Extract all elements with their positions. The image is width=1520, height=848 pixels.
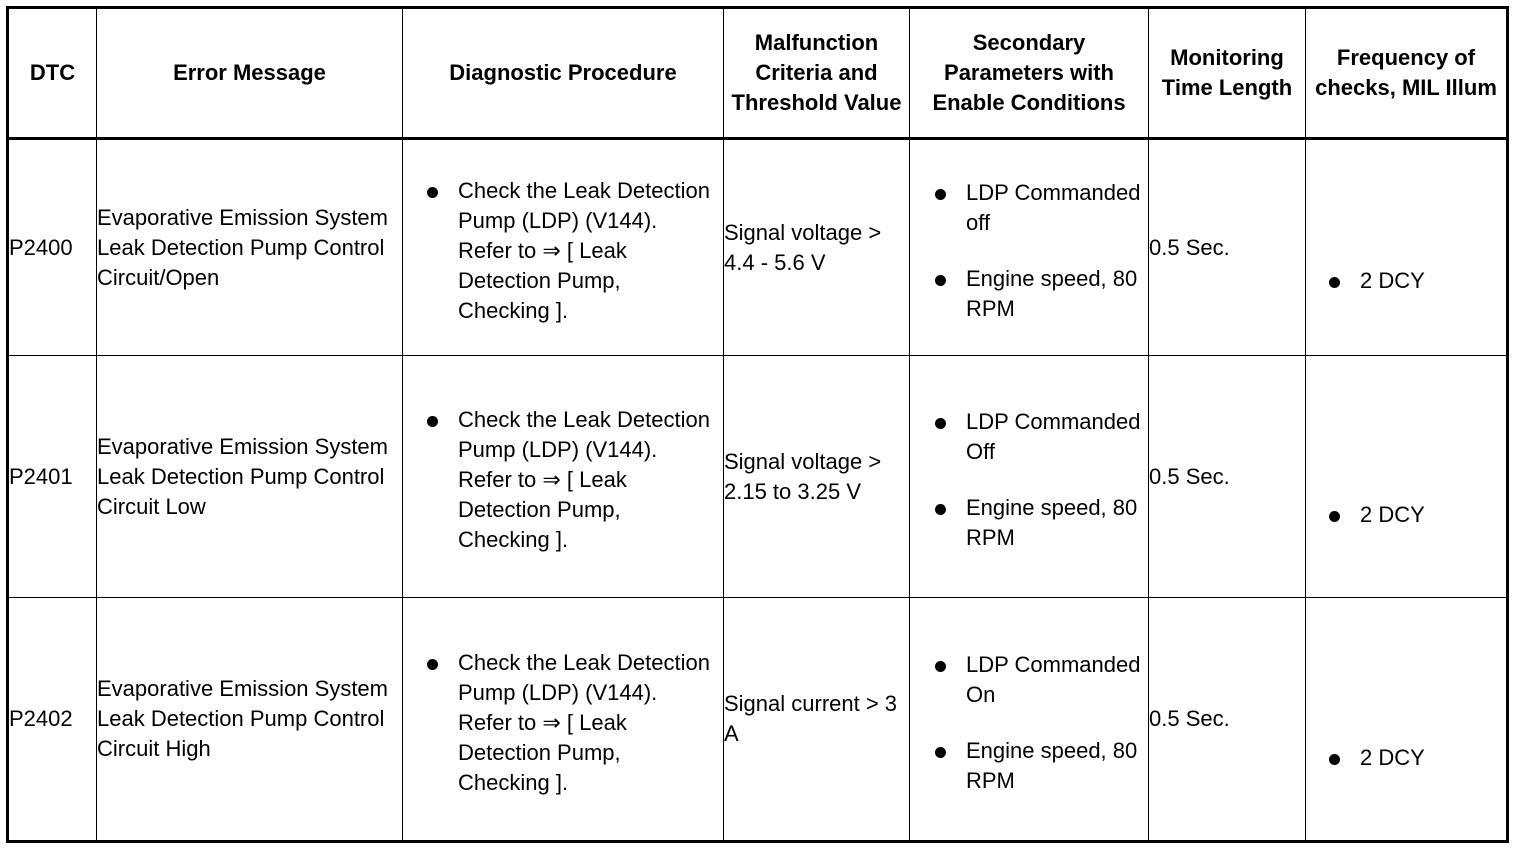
frequency-cell: [1306, 139, 1508, 356]
bullet-icon: [427, 416, 438, 427]
frequency-cell: [1306, 598, 1508, 842]
malfunction-criteria: Signal voltage > 4.4 - 5.6 V: [724, 139, 910, 356]
table-row: [8, 139, 1508, 356]
list-item: [966, 650, 1144, 710]
dtc-table: [6, 6, 1509, 843]
table-row: [8, 598, 1508, 842]
dtc-code: P2400: [8, 139, 97, 356]
bullet-icon: [427, 659, 438, 670]
bullet-icon: [935, 747, 946, 758]
header-dtc: DTC: [8, 8, 97, 139]
bullet-icon: [1329, 511, 1340, 522]
frequency-value: 2 DCY: [1360, 267, 1425, 293]
bullet-icon: [935, 275, 946, 286]
list-item: [966, 407, 1144, 467]
table-row: [8, 356, 1508, 598]
list-item: [458, 648, 715, 798]
secondary-parameter: LDP Commanded Off: [966, 409, 1141, 464]
header-malfunction-criteria: Malfunction Criteria and Threshold Value: [724, 8, 910, 139]
header-frequency: Frequency of checks, MIL Illum: [1306, 8, 1508, 139]
frequency-value: 2 DCY: [1360, 745, 1425, 770]
error-message: Evaporative Emission System Leak Detection Pump Control Circuit/Open: [97, 139, 403, 356]
dtc-code: P2402: [8, 598, 97, 842]
list-item: [1360, 500, 1502, 530]
list-item: [966, 264, 1144, 324]
list-item: [1360, 266, 1502, 296]
procedure-text: Check the Leak Detection Pump (LDP) (V144). Refer to ⇒ [ Leak Detection Pump, Checking ].: [458, 407, 710, 552]
list-item: [966, 178, 1144, 238]
header-row: [8, 8, 1508, 139]
bullet-icon: [427, 187, 438, 198]
bullet-icon: [935, 661, 946, 672]
bullet-icon: [1329, 754, 1340, 765]
secondary-parameter: Engine speed, 80 RPM: [966, 495, 1138, 550]
header-diagnostic-procedure: Diagnostic Procedure: [403, 8, 724, 139]
error-message: Evaporative Emission System Leak Detection Pump Control Circuit High: [97, 598, 403, 842]
bullet-icon: [935, 504, 946, 515]
secondary-parameter: LDP Commanded off: [966, 180, 1141, 235]
monitoring-time: 0.5 Sec.: [1149, 139, 1306, 356]
secondary-parameter: Engine speed, 80 RPM: [966, 266, 1138, 321]
procedure-text: Check the Leak Detection Pump (LDP) (V144). Refer to ⇒ [ Leak Detection Pump, Checking ].: [458, 649, 710, 795]
secondary-parameter: LDP Commanded On: [966, 651, 1141, 707]
list-item: [458, 405, 715, 555]
secondary-parameters: [910, 356, 1149, 598]
bullet-icon: [935, 189, 946, 200]
monitoring-time: 0.5 Sec.: [1149, 598, 1306, 842]
dtc-code: P2401: [8, 356, 97, 598]
diagnostic-procedure: [403, 356, 724, 598]
frequency-value: 2 DCY: [1360, 502, 1425, 527]
malfunction-criteria: Signal current > 3 A: [724, 598, 910, 842]
list-item: [966, 493, 1144, 553]
bullet-icon: [1329, 277, 1340, 288]
secondary-parameter: Engine speed, 80 RPM: [966, 737, 1138, 793]
list-item: [966, 736, 1144, 796]
header-secondary-parameters: Secondary Parameters with Enable Conditions: [910, 8, 1149, 139]
bullet-icon: [935, 418, 946, 429]
monitoring-time: 0.5 Sec.: [1149, 356, 1306, 598]
malfunction-criteria: Signal voltage > 2.15 to 3.25 V: [724, 356, 910, 598]
header-monitoring-time: Monitoring Time Length: [1149, 8, 1306, 139]
error-message: Evaporative Emission System Leak Detection Pump Control Circuit Low: [97, 356, 403, 598]
procedure-text: Check the Leak Detection Pump (LDP) (V144). Refer to ⇒ [ Leak Detection Pump, Checking ].: [458, 178, 710, 323]
frequency-cell: [1306, 356, 1508, 598]
header-error-message: Error Message: [97, 8, 403, 139]
list-item: [458, 176, 715, 326]
secondary-parameters: [910, 598, 1149, 842]
diagnostic-procedure: [403, 139, 724, 356]
list-item: [1360, 743, 1502, 773]
secondary-parameters: [910, 139, 1149, 356]
diagnostic-procedure: [403, 598, 724, 842]
